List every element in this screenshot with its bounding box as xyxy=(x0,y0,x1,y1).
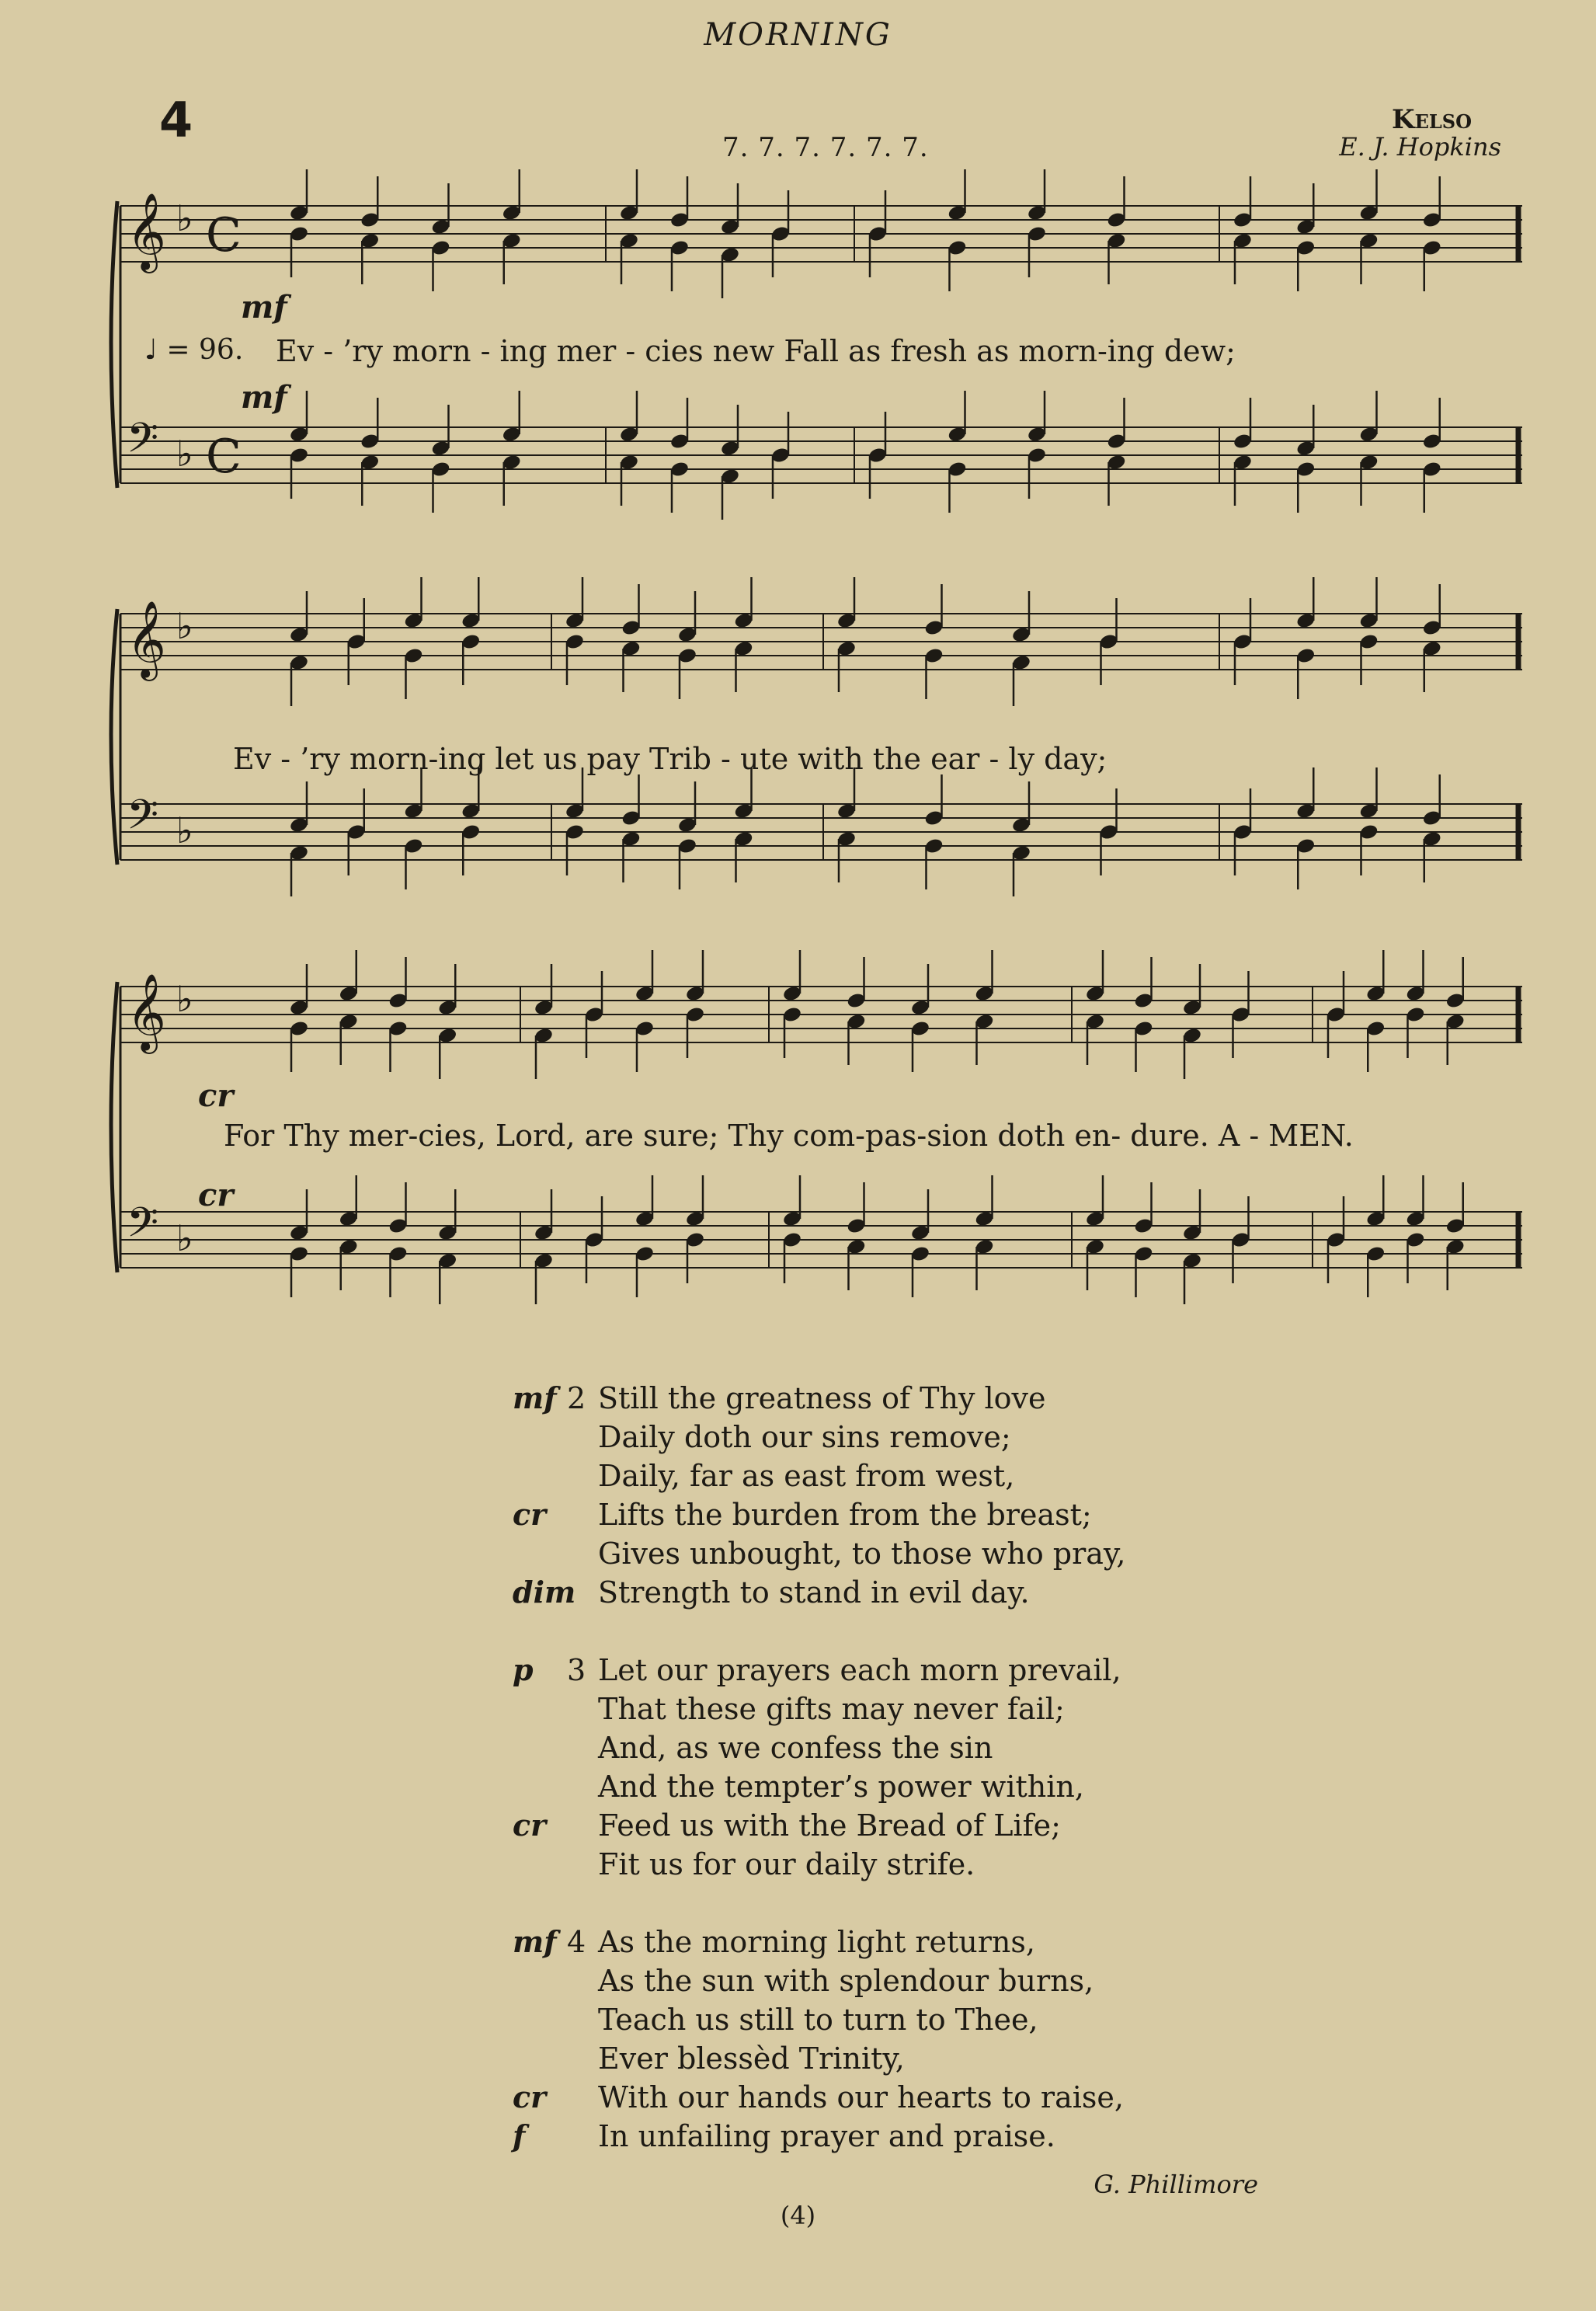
verse-number: 4 xyxy=(567,1925,586,1959)
verse-line xyxy=(513,1379,1125,1418)
dynamic-mark: mf xyxy=(513,1924,557,1959)
page-number: (4) xyxy=(780,2201,816,2230)
dynamic-mark: f xyxy=(513,2118,526,2153)
system-brace xyxy=(111,609,117,865)
bass-clef: 𝄢 xyxy=(127,415,159,472)
lyric-line-3: For Thy mer-cies, Lord, are sure; Thy com-pas-sion doth en- dure. A - MEN. xyxy=(224,1119,1354,1153)
stanza-4 xyxy=(513,1923,1125,2156)
dynamic-mark: p xyxy=(513,1652,534,1687)
key-signature-flat: ♭ xyxy=(176,978,193,1020)
key-signature-flat: ♭ xyxy=(176,605,193,647)
verse-text: Ever blessèd Trinity, xyxy=(598,2041,905,2076)
dynamic-mark xyxy=(513,1534,567,1573)
key-signature-flat: ♭ xyxy=(176,809,193,851)
stanza-2 xyxy=(513,1379,1125,1612)
verse-text: In unfailing prayer and praise. xyxy=(598,2119,1055,2153)
key-signature-flat: ♭ xyxy=(176,1217,193,1259)
verse-line xyxy=(513,1767,1125,1806)
verse-text: Let our prayers each morn prevail, xyxy=(598,1653,1121,1687)
verse-text: Teach us still to turn to Thee, xyxy=(598,2003,1038,2037)
verse-text: With our hands our hearts to raise, xyxy=(598,2080,1124,2114)
verse-text: Feed us with the Bread of Life; xyxy=(598,1808,1061,1843)
dynamic-mark: mf xyxy=(513,1380,557,1415)
dynamic-mark: cr xyxy=(198,1077,234,1114)
verse-line xyxy=(513,1495,1125,1534)
dynamic-mark xyxy=(513,1418,567,1457)
verse-line xyxy=(513,1690,1125,1728)
dynamic-mark xyxy=(513,1767,567,1806)
dynamic-mark xyxy=(513,1457,567,1495)
verse-line xyxy=(513,2078,1125,2117)
verse-text: That these gifts may never fail; xyxy=(598,1692,1065,1726)
bass-clef: 𝄢 xyxy=(127,1199,159,1257)
verse-text: Strength to stand in evil day. xyxy=(598,1575,1030,1610)
dynamic-mark xyxy=(513,2000,567,2039)
dynamic-mark xyxy=(513,2039,567,2078)
verse-line xyxy=(513,1961,1125,2000)
tempo-mark: ♩ = 96. xyxy=(144,334,244,366)
verse-text: Fit us for our daily strife. xyxy=(598,1847,975,1881)
verse-number: 2 xyxy=(567,1381,586,1415)
dynamic-mark: cr xyxy=(513,1497,547,1532)
dynamic-mark xyxy=(513,1845,567,1884)
treble-clef: 𝄞 xyxy=(127,600,166,678)
time-signature: C xyxy=(206,208,242,263)
verse-line xyxy=(513,2000,1125,2039)
treble-clef: 𝄞 xyxy=(127,193,166,270)
treble-clef: 𝄞 xyxy=(127,973,166,1051)
lyric-line-2: Ev - ’ry morn-ing let us pay Trib - ute with the ear - ly day; xyxy=(233,742,1107,776)
verse-text: Lifts the burden from the breast; xyxy=(598,1498,1092,1532)
dynamic-mark xyxy=(513,1690,567,1728)
dynamic-mark: cr xyxy=(198,1177,234,1213)
verse-line xyxy=(513,2039,1125,2078)
verse-text: Still the greatness of Thy love xyxy=(598,1381,1046,1415)
bass-clef: 𝄢 xyxy=(127,792,159,849)
verse-line xyxy=(513,2117,1125,2156)
dynamic-mark: mf xyxy=(241,379,287,416)
hymn-number: 4 xyxy=(159,92,193,148)
verse-text: Daily, far as east from west, xyxy=(598,1459,1015,1493)
verse-text: And, as we confess the sin xyxy=(598,1731,993,1765)
verse-number: 3 xyxy=(567,1653,586,1687)
verse-text: As the morning light returns, xyxy=(598,1925,1035,1959)
verse-line xyxy=(513,1806,1125,1845)
dynamic-mark xyxy=(513,1961,567,2000)
verse-line xyxy=(513,1728,1125,1767)
system-brace xyxy=(111,201,117,488)
verse-text: As the sun with splendour burns, xyxy=(598,1964,1094,1998)
verse-line xyxy=(513,1418,1125,1457)
composer: E. J. Hopkins xyxy=(1339,132,1501,162)
lyric-line-1: Ev - ’ry morn - ing mer - cies new Fall as fresh as morn-ing dew; xyxy=(276,334,1236,368)
system-brace xyxy=(111,982,117,1272)
meter: 7. 7. 7. 7. 7. 7. xyxy=(722,132,929,163)
verses xyxy=(513,1379,1125,2194)
verse-line xyxy=(513,1923,1125,1961)
verse-text: Daily doth our sins remove; xyxy=(598,1420,1011,1454)
dynamic-mark: dim xyxy=(513,1575,576,1610)
verse-line xyxy=(513,1845,1125,1884)
verse-line xyxy=(513,1534,1125,1573)
dynamic-mark: cr xyxy=(513,2080,547,2114)
verse-line xyxy=(513,1573,1125,1612)
tune-name: Kelso xyxy=(1392,104,1472,135)
dynamic-mark: mf xyxy=(241,289,287,325)
verse-text: Gives unbought, to those who pray, xyxy=(598,1537,1126,1571)
dynamic-mark xyxy=(513,1728,567,1767)
time-signature: C xyxy=(206,430,242,484)
key-signature-flat: ♭ xyxy=(176,433,193,475)
verse-text: And the tempter’s power within, xyxy=(598,1770,1084,1804)
verse-line xyxy=(513,1457,1125,1495)
dynamic-mark: cr xyxy=(513,1808,547,1843)
section-title: MORNING xyxy=(704,17,892,53)
author: G. Phillimore xyxy=(1094,2170,1258,2199)
stanza-3 xyxy=(513,1651,1125,1884)
verse-line xyxy=(513,1651,1125,1690)
key-signature-flat: ♭ xyxy=(176,197,193,239)
